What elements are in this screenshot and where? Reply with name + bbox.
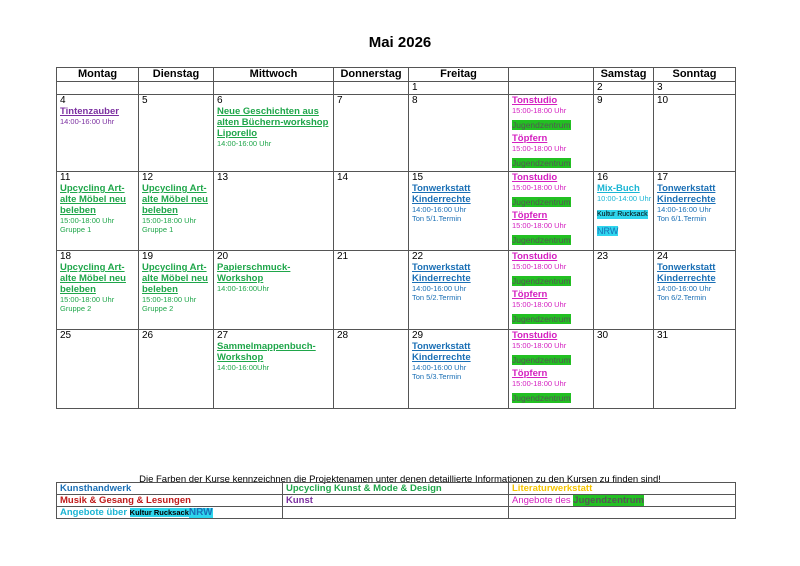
event-time: 15:00-18:00 Uhr: [60, 216, 115, 225]
event-title[interactable]: Tonwerkstatt Kinderrechte: [412, 183, 471, 205]
day-number: 14: [337, 172, 349, 183]
event-title[interactable]: Papierschmuck-Workshop: [217, 262, 291, 284]
event-title[interactable]: Mix-Buch: [597, 183, 640, 194]
legend-kunsthandwerk: Kunsthandwerk: [57, 483, 283, 495]
legend-kunst: Kunst: [283, 495, 509, 507]
event-time: 15:00-18:00 Uhr: [512, 341, 567, 350]
event-note: Gruppe 2: [142, 304, 174, 313]
event-note: Ton 5/2.Termin: [412, 293, 462, 302]
event-title[interactable]: Sammelmappenbuch-Workshop: [217, 341, 316, 363]
event-title[interactable]: Töpfern: [512, 368, 548, 379]
cell-day-24: [654, 251, 736, 330]
day-number: 12: [142, 172, 154, 183]
day-number: 23: [597, 251, 609, 262]
cell-day-7: [334, 95, 409, 172]
event-title[interactable]: Neue Geschichten aus alten Büchern-workshop Liporello: [217, 106, 329, 139]
event-note: Gruppe 1: [60, 225, 92, 234]
cell-extra: [509, 251, 594, 330]
event-title[interactable]: Töpfern: [512, 289, 548, 300]
cell-day-25: [57, 330, 139, 409]
day-number: 6: [217, 95, 223, 106]
event-time: 15:00-18:00 Uhr: [512, 183, 567, 192]
legend-row: [57, 495, 736, 507]
header-mittwoch: Mittwoch: [214, 68, 334, 82]
day-number: 18: [60, 251, 72, 262]
cell-day-6: [214, 95, 334, 172]
day-number: 29: [412, 330, 424, 341]
day-number: 30: [597, 330, 609, 341]
cell-day-1: 1: [409, 82, 509, 95]
cell-day-28: [334, 330, 409, 409]
legend-jugendzentrum: [509, 495, 736, 507]
day-number: 20: [217, 251, 229, 262]
day-number: 9: [597, 95, 603, 106]
event-time: 10:00-14:00 Uhr: [597, 194, 652, 203]
legend-nrw-badge: NRW: [188, 507, 213, 518]
event-title[interactable]: Tonwerkstatt Kinderrechte: [657, 262, 716, 284]
week-4-row: [57, 330, 736, 409]
event-time: 15:00-18:00 Uhr: [512, 144, 567, 153]
event-time: 15:00-18:00 Uhr: [512, 262, 567, 271]
day-number: 10: [657, 95, 669, 106]
event-title[interactable]: Tonwerkstatt Kinderrechte: [657, 183, 716, 205]
event-note: Ton 6/2.Termin: [657, 293, 707, 302]
event-title[interactable]: Tonstudio: [512, 172, 558, 183]
day-number: 25: [60, 330, 72, 341]
day-number: 16: [597, 172, 609, 183]
header-donnerstag: Donnerstag: [334, 68, 409, 82]
event-time: 14:00-16:00 Uhr: [657, 284, 712, 293]
event-note: Gruppe 1: [142, 225, 174, 234]
cell-day-2: 2: [594, 82, 654, 95]
week-2-row: [57, 172, 736, 251]
legend-table: [56, 482, 736, 519]
cell-day-14: [334, 172, 409, 251]
cell-day-30: [594, 330, 654, 409]
cell-day-20: [214, 251, 334, 330]
cell-day-18: [57, 251, 139, 330]
cell: [139, 82, 214, 95]
nrw-badge: NRW: [597, 226, 619, 236]
event-title[interactable]: Tintenzauber: [60, 106, 119, 117]
jugendzentrum-badge: Jugendzentrum: [512, 120, 571, 130]
header-dienstag: Dienstag: [139, 68, 214, 82]
event-time: 14:00-16:00 Uhr: [657, 205, 712, 214]
cell-day-12: [139, 172, 214, 251]
event-title[interactable]: Upcycling Art- alte Möbel neu beleben: [142, 262, 208, 295]
cell-day-27: [214, 330, 334, 409]
event-note: Ton 5/1.Termin: [412, 214, 462, 223]
day-number: 21: [337, 251, 349, 262]
legend-note: Die Farben der Kurse kennzeichnen die Projektenamen unter denen detaillierte Informationen zu den Kursen zu finden sind!: [139, 474, 661, 485]
event-note: Gruppe 2: [60, 304, 92, 313]
cell-extra: [509, 330, 594, 409]
event-time: 15:00-18:00 Uhr: [512, 300, 567, 309]
cell-extra: [509, 172, 594, 251]
day-number: 26: [142, 330, 154, 341]
day-number: 19: [142, 251, 154, 262]
event-title[interactable]: Upcycling Art- alte Möbel neu beleben: [60, 262, 126, 295]
event-time: 15:00-18:00 Uhr: [512, 379, 567, 388]
cell-day-10: [654, 95, 736, 172]
cell: [334, 82, 409, 95]
header-samstag: Samstag: [594, 68, 654, 82]
day-number: 11: [60, 172, 71, 183]
day-number: 7: [337, 95, 343, 106]
jugendzentrum-badge: Jugendzentrum: [512, 355, 571, 365]
day-number: 28: [337, 330, 349, 341]
cell-day-5: [139, 95, 214, 172]
cell-day-16: [594, 172, 654, 251]
day-number: 15: [412, 172, 424, 183]
calendar-table: [56, 67, 736, 409]
event-title[interactable]: Tonwerkstatt Kinderrechte: [412, 262, 471, 284]
cell-day-9: [594, 95, 654, 172]
jugendzentrum-badge: Jugendzentrum: [512, 235, 571, 245]
event-time: 14:00-16:00Uhr: [217, 284, 270, 293]
day-number: 22: [412, 251, 424, 262]
event-title[interactable]: Töpfern: [512, 210, 548, 221]
event-time: 14:00-16:00 Uhr: [412, 284, 467, 293]
event-title[interactable]: Tonstudio: [512, 95, 558, 106]
legend-ang-prefix: Angebote über: [60, 507, 128, 518]
event-time: 14:00-16:00 Uhr: [412, 363, 467, 372]
day-number: 24: [657, 251, 669, 262]
legend-row: [57, 507, 736, 519]
page-title: Mai 2026: [368, 34, 432, 51]
event-time: 14:00-16:00Uhr: [217, 363, 270, 372]
header-montag: Montag: [57, 68, 139, 82]
day-number: 17: [657, 172, 669, 183]
legend-upcycling: Upcycling Kunst & Mode & Design: [283, 483, 509, 495]
cell-day-23: [594, 251, 654, 330]
jugendzentrum-badge: Jugendzentrum: [512, 158, 571, 168]
event-title[interactable]: Upcycling Art- alte Möbel neu beleben: [60, 183, 126, 216]
jugendzentrum-badge: Jugendzentrum: [512, 314, 571, 324]
legend-angebote: [57, 507, 283, 519]
day-number: 27: [217, 330, 229, 341]
event-time: 14:00-16:00 Uhr: [217, 139, 272, 148]
header-extra: [509, 68, 594, 82]
event-title[interactable]: Tonstudio: [512, 251, 558, 262]
legend-literatur: Literaturwerkstatt: [509, 483, 736, 495]
cell-day-8: [409, 95, 509, 172]
legend-kr-badge: Kultur Rucksack: [129, 508, 189, 517]
header-freitag: Freitag: [409, 68, 509, 82]
jugendzentrum-badge: Jugendzentrum: [512, 197, 571, 207]
cell-day-4: [57, 95, 139, 172]
cell-day-19: [139, 251, 214, 330]
event-title[interactable]: Tonwerkstatt Kinderrechte: [412, 341, 471, 363]
event-time: 14:00-16:00 Uhr: [412, 205, 467, 214]
cell-day-31: [654, 330, 736, 409]
cell: [214, 82, 334, 95]
legend-jz-badge: Jugendzentrum: [573, 495, 645, 506]
event-time: 15:00-18:00 Uhr: [512, 106, 567, 115]
day-number: 13: [217, 172, 229, 183]
day-number: 4: [60, 95, 66, 106]
cell-extra: [509, 95, 594, 172]
week-1-row: [57, 95, 736, 172]
cell-day-13: [214, 172, 334, 251]
cell: [57, 82, 139, 95]
event-time: 15:00-18:00 Uhr: [142, 216, 197, 225]
cell-day-11: [57, 172, 139, 251]
kulturrucksack-badge: Kultur Rucksack: [597, 211, 648, 218]
header-row: [57, 68, 736, 82]
jugendzentrum-badge: Jugendzentrum: [512, 276, 571, 286]
cell-day-3: 3: [654, 82, 736, 95]
legend-empty: [283, 507, 509, 519]
event-time: 15:00-18:00 Uhr: [512, 221, 567, 230]
day-number: 31: [657, 330, 669, 341]
event-title[interactable]: Töpfern: [512, 133, 548, 144]
day-number: 8: [412, 95, 418, 106]
legend-jz-prefix: Angebote des: [512, 495, 571, 506]
jugendzentrum-badge: Jugendzentrum: [512, 393, 571, 403]
cell-day-26: [139, 330, 214, 409]
cell-day-22: [409, 251, 509, 330]
header-sonntag: Sonntag: [654, 68, 736, 82]
week-0-row: [57, 82, 736, 95]
cell-day-21: [334, 251, 409, 330]
event-title[interactable]: Upcycling Art- alte Möbel neu beleben: [142, 183, 208, 216]
cell-day-17: [654, 172, 736, 251]
week-3-row: [57, 251, 736, 330]
event-time: 14:00-16:00 Uhr: [60, 117, 115, 126]
legend-musik: Musik & Gesang & Lesungen: [57, 495, 283, 507]
legend-empty: [509, 507, 736, 519]
cell: [509, 82, 594, 95]
event-time: 15:00-18:00 Uhr: [142, 295, 197, 304]
cell-day-29: [409, 330, 509, 409]
cell-day-15: [409, 172, 509, 251]
event-note: Ton 6/1.Termin: [657, 214, 707, 223]
legend-row: [57, 483, 736, 495]
event-note: Ton 5/3.Termin: [412, 372, 462, 381]
event-time: 15:00-18:00 Uhr: [60, 295, 115, 304]
event-title[interactable]: Tonstudio: [512, 330, 558, 341]
day-number: 5: [142, 95, 148, 106]
